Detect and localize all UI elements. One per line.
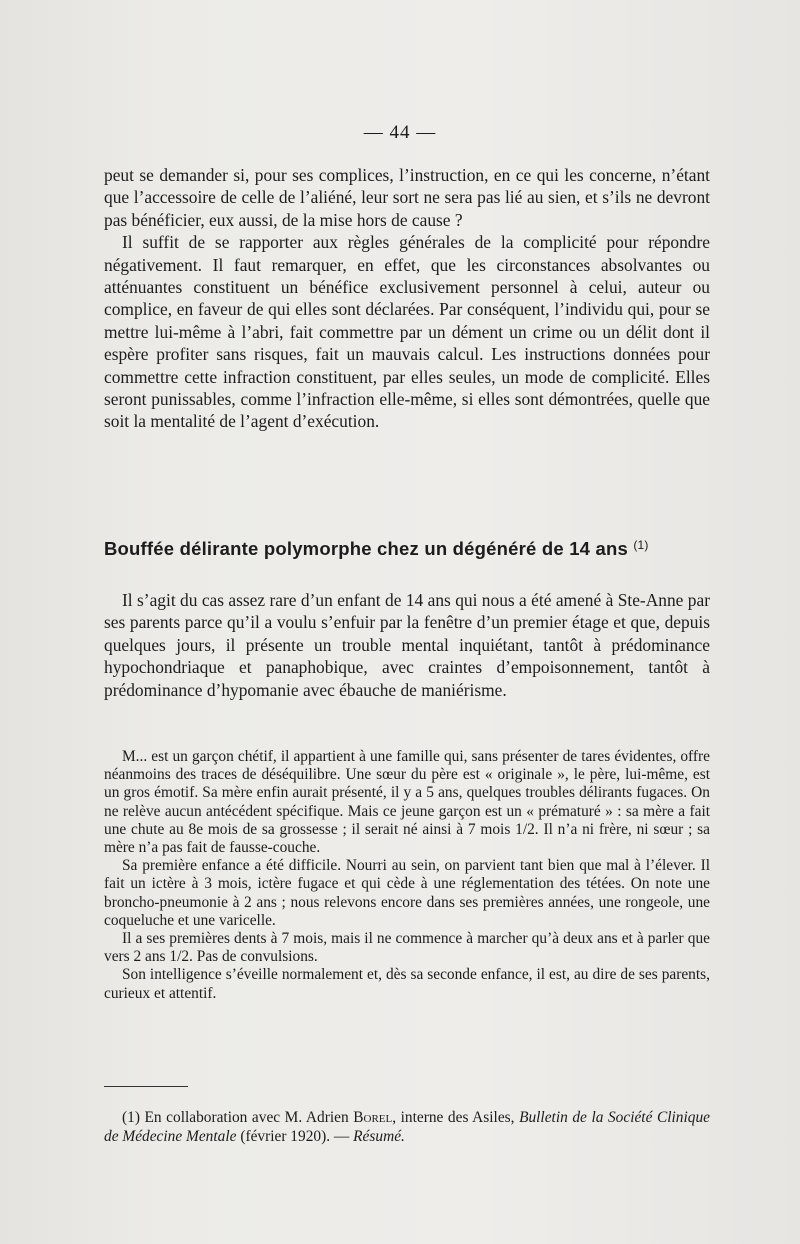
intro-text — [104, 589, 710, 701]
footnote-divider — [104, 1086, 188, 1087]
footnote-author: Borel — [353, 1109, 393, 1126]
case-paragraph: Sa première enfance a été difficile. Nourri au sein, on parvient tant bien que mal à l’élever. Il fait un ictère à 3 mois, ictère fugace et qui cède à une réglementation des tétées. On note une broncho-pneumonie à 2 ans ; nous relevons encore dans ses premières années, une rongeole, une coqueluche et une varicelle. — [104, 857, 710, 929]
section-title: Bouffée délirante polymorphe chez un dégénéré de 14 ans — [104, 538, 628, 559]
footnote — [104, 1108, 710, 1146]
footnote-journal: Bulletin de la Société Clinique de Médecine Mentale — [104, 1109, 710, 1145]
case-history — [104, 748, 710, 1003]
footnote-mark: (1) — [633, 538, 649, 552]
paragraph: Il s’agit du cas assez rare d’un enfant de 14 ans qui nous a été amené à Ste-Anne par ses parents parce qu’il a voulu s’enfuir par la fenêtre d’un premier étage et que, depuis quelques jours, il présente un trouble mental inquiétant, tantôt à prédominance hypochondriaque et panaphobique, avec craintes d’empoisonnement, tantôt à prédominance d’hypomanie avec ébauche de maniérisme. — [104, 590, 710, 700]
case-paragraph: M... est un garçon chétif, il appartient à une famille qui, sans présenter de tares évidentes, offre néanmoins des traces de déséquilibre. Une sœur du père est « originale », le père, lui-même, est un gros émotif. Sa mère enfin aurait présenté, il y a 5 ans, quelques troubles délirants fugaces. On ne relève aucun antécédent spécifique. Mais ce jeune garçon est un « prématuré » : sa mère a fait une chute au 8e mois de sa grossesse ; il serait né ainsi à 7 mois 1/2. Il n’a ni frère, ni sœur ; sa mère n’a pas fait de fausse-couche. — [104, 748, 710, 857]
footnote-summary: Résumé. — [353, 1128, 405, 1145]
case-paragraph: Son intelligence s’éveille normalement et, dès sa seconde enfance, il est, au dire de ses parents, curieux et attentif. — [104, 966, 710, 1002]
page-number: — 44 — — [363, 122, 437, 143]
paragraph: peut se demander si, pour ses complices, l’instruction, en ce qui les concerne, n’étant que l’accessoire de celle de l’aliéné, leur sort ne sera pas lié au sien, et s’ils ne devront pas bénéficier, eux aussi, de la mise hors de cause ? — [104, 165, 710, 230]
footnote-prefix: (1) En collaboration avec M. Adrien — [122, 1109, 349, 1126]
footnote-date: (février 1920). — — [236, 1128, 350, 1145]
footnote-middle: , interne des Asiles, — [392, 1109, 515, 1126]
section-heading — [104, 538, 724, 560]
paragraph: Il suffit de se rapporter aux règles générales de la complicité pour répondre négativement. Il faut remarquer, en effet, que les circonstances absolvantes ou atténuantes constituent un bénéfice exclusivement personnel à celui, auteur ou complice, en faveur de qui elles sont déclarées. Par conséquent, l’individu qui, pour se mettre lui-même à l’abri, fait commettre par un dément un crime ou un délit dont il espère profiter sans risques, fait un mauvais calcul. Les instructions données pour commettre cette infraction constituent, par elles seules, un mode de complicité. Elles seront punissables, comme l’infraction elle-même, si elles sont démontrées, quelle que soit la mentalité de l’agent d’exécution. — [104, 232, 710, 432]
continuation-text — [104, 164, 710, 433]
case-paragraph: Il a ses premières dents à 7 mois, mais il ne commence à marcher qu’à deux ans et à parler que vers 2 ans 1/2. Pas de convulsions. — [104, 930, 710, 966]
